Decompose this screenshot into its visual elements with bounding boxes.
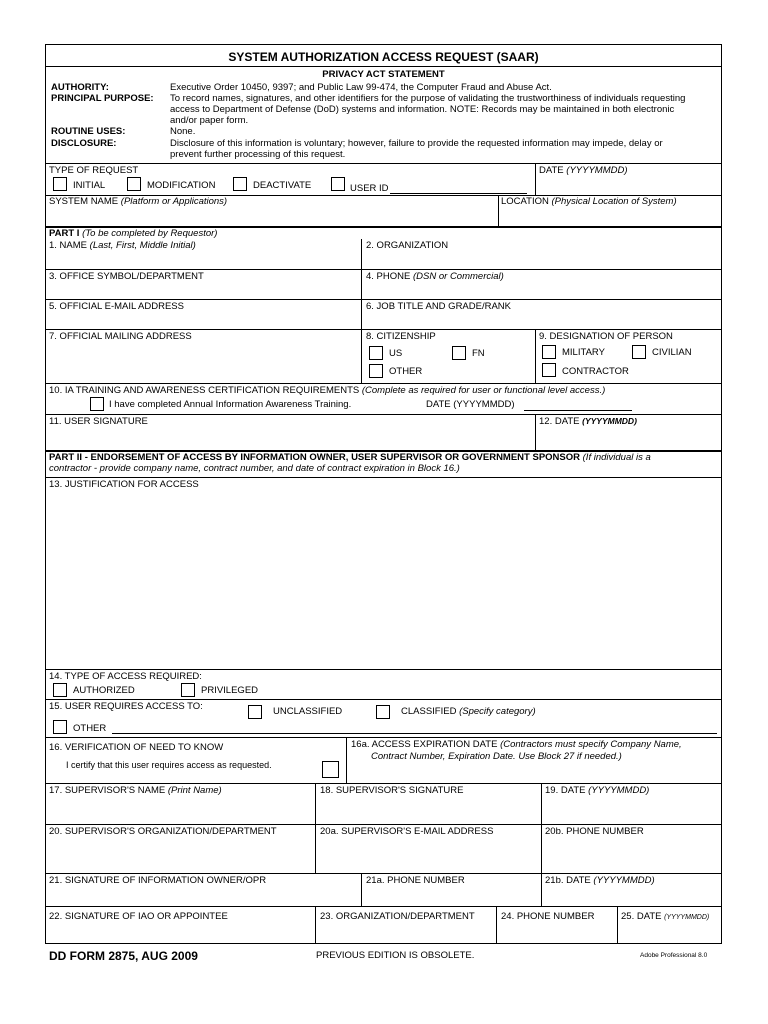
civilian-checkbox[interactable] <box>632 345 646 359</box>
field-17-text: 17. SUPERVISOR'S NAME <box>49 785 166 796</box>
divider <box>315 906 316 944</box>
citizenship-other-label: OTHER <box>389 366 423 377</box>
field-1-label <box>49 240 196 251</box>
divider <box>535 163 536 195</box>
other-access-checkbox[interactable] <box>53 720 67 734</box>
need-to-know-checkbox[interactable] <box>322 761 339 778</box>
field-20-label: 20. SUPERVISOR'S ORGANIZATION/DEPARTMENT <box>49 826 277 837</box>
routine-label: ROUTINE USES: <box>51 126 126 137</box>
field-15-label: 15. USER REQUIRES ACCESS TO: <box>49 701 203 712</box>
user-id-field[interactable] <box>390 193 527 194</box>
field-17-hint: (Print Name) <box>167 785 222 796</box>
field-10-label <box>49 385 605 396</box>
divider <box>45 163 722 164</box>
divider <box>45 783 722 784</box>
request-date-text: DATE <box>539 165 564 176</box>
field-17-label <box>49 785 222 796</box>
field-4-text: 4. PHONE <box>366 271 411 282</box>
location-hint: (Physical Location of System) <box>551 196 677 207</box>
field-16a-hint-1: (Contractors must specify Company Name, <box>500 739 682 750</box>
routine-text: None. <box>170 126 196 137</box>
field-14-label: 14. TYPE OF ACCESS REQUIRED: <box>49 671 202 682</box>
field-12-hint: (YYYYMMDD) <box>582 416 637 426</box>
user-id-label: USER ID <box>350 183 389 194</box>
field-21b-text: 21b. DATE <box>545 875 591 886</box>
field-16-label: 16. VERIFICATION OF NEED TO KNOW <box>49 742 224 753</box>
field-9-label: 9. DESIGNATION OF PERSON <box>539 331 673 342</box>
classified-label <box>401 706 536 717</box>
field-6-label: 6. JOB TITLE AND GRADE/RANK <box>366 301 512 312</box>
field-20b-label: 20b. PHONE NUMBER <box>545 826 644 837</box>
training-date-field[interactable] <box>524 410 632 411</box>
field-12-text: 12. DATE <box>539 416 580 427</box>
divider <box>361 873 362 906</box>
purpose-text-1: To record names, signatures, and other identifiers for the purpose of validating the trustworthiness of individuals requesting <box>170 93 686 104</box>
divider <box>45 873 722 874</box>
part2-heading <box>49 452 651 463</box>
disclosure-text-2: prevent further processing of this request. <box>170 149 346 160</box>
other-access-field[interactable] <box>112 733 717 734</box>
part2-title: PART II - ENDORSEMENT OF ACCESS BY INFORMATION OWNER, USER SUPERVISOR OR GOVERNMENT SPONSOR <box>49 452 580 463</box>
purpose-label: PRINCIPAL PURPOSE: <box>51 93 154 104</box>
classified-hint: (Specify category) <box>459 706 536 717</box>
privacy-heading: PRIVACY ACT STATEMENT <box>322 69 445 80</box>
divider <box>45 269 722 270</box>
deactivate-label: DEACTIVATE <box>253 180 312 191</box>
divider <box>498 195 499 226</box>
field-12-label <box>539 416 637 427</box>
civilian-label: CIVILIAN <box>652 347 692 358</box>
field-4-label <box>366 271 504 282</box>
divider <box>45 383 722 384</box>
system-name-hint: (Platform or Applications) <box>120 196 228 207</box>
military-checkbox[interactable] <box>542 345 556 359</box>
field-25-hint: (YYYYMMDD) <box>664 914 710 921</box>
authorized-checkbox[interactable] <box>53 683 67 697</box>
purpose-text-2: access to Department of Defense (DoD) systems and information. NOTE: Records may be maintained in both electronic <box>170 104 675 115</box>
other-access-label: OTHER <box>73 723 107 734</box>
initial-checkbox[interactable] <box>53 177 67 191</box>
field-25-text: 25. DATE <box>621 911 662 922</box>
field-7-label: 7. OFFICIAL MAILING ADDRESS <box>49 331 192 342</box>
field-20a-label: 20a. SUPERVISOR'S E-MAIL ADDRESS <box>320 826 494 837</box>
user-id-checkbox[interactable] <box>331 177 345 191</box>
field-18-label: 18. SUPERVISOR'S SIGNATURE <box>320 785 464 796</box>
field-25-label <box>621 911 709 923</box>
field-24-label: 24. PHONE NUMBER <box>501 911 595 922</box>
citizenship-fn-label: FN <box>472 348 485 359</box>
divider <box>45 66 722 67</box>
purpose-text-3: and/or paper form. <box>170 115 249 126</box>
authority-text: Executive Order 10450, 9397; and Public Law 99-474, the Computer Fraud and Abuse Act. <box>170 82 552 93</box>
part1-title: PART I <box>49 228 80 239</box>
form-frame <box>45 44 722 944</box>
field-22-label: 22. SIGNATURE OF IAO OR APPOINTEE <box>49 911 228 922</box>
field-19-label <box>545 785 649 796</box>
citizenship-us-label: US <box>389 348 403 359</box>
field-1-hint: (Last, First, Middle Initial) <box>89 240 196 251</box>
form-number: DD FORM 2875, AUG 2009 <box>49 949 198 963</box>
field-16a-label <box>351 739 682 750</box>
unclassified-label: UNCLASSIFIED <box>273 706 343 717</box>
divider <box>45 699 722 700</box>
divider <box>45 477 722 478</box>
modification-label: MODIFICATION <box>147 180 216 191</box>
field-13-label: 13. JUSTIFICATION FOR ACCESS <box>49 479 199 490</box>
field-19-hint: (YYYYMMDD) <box>588 785 650 796</box>
field-2-label: 2. ORGANIZATION <box>366 240 449 251</box>
field-5-label: 5. OFFICIAL E-MAIL ADDRESS <box>49 301 184 312</box>
software-note: Adobe Professional 8.0 <box>640 952 708 959</box>
citizenship-us-checkbox[interactable] <box>369 346 383 360</box>
divider <box>45 414 722 415</box>
authority-label: AUTHORITY: <box>51 82 109 93</box>
disclosure-label: DISCLOSURE: <box>51 138 117 149</box>
part2-hint-2: contractor - provide company name, contract number, and date of contract expiration in Block 16.) <box>49 463 460 474</box>
citizenship-other-checkbox[interactable] <box>369 364 383 378</box>
field-16a-hint-2: Contract Number, Expiration Date. Use Block 27 if needed.) <box>371 751 622 762</box>
disclosure-text-1: Disclosure of this information is voluntary; however, failure to provide the requested information may impede, delay or <box>170 138 663 149</box>
citizenship-fn-checkbox[interactable] <box>452 346 466 360</box>
request-date-label <box>539 165 628 176</box>
training-label: I have completed Annual Information Awareness Training. <box>109 399 352 410</box>
field-11-label: 11. USER SIGNATURE <box>49 416 148 427</box>
field-3-label: 3. OFFICE SYMBOL/DEPARTMENT <box>49 271 204 282</box>
military-label: MILITARY <box>562 347 605 358</box>
contractor-checkbox[interactable] <box>542 363 556 377</box>
field-16-certify: I certify that this user requires access as requested. <box>66 760 272 770</box>
initial-label: INITIAL <box>73 180 106 191</box>
training-date-label: DATE (YYYYMMDD) <box>426 399 515 410</box>
training-checkbox[interactable] <box>90 397 104 411</box>
divider <box>45 329 722 330</box>
previous-edition-note: PREVIOUS EDITION IS OBSOLETE. <box>316 950 475 961</box>
field-23-label: 23. ORGANIZATION/DEPARTMENT <box>320 911 475 922</box>
divider <box>45 824 722 825</box>
system-name-text: SYSTEM NAME <box>49 196 119 207</box>
divider <box>535 414 536 450</box>
classified-checkbox[interactable] <box>376 705 390 719</box>
part1-heading <box>49 228 217 239</box>
field-21a-label: 21a. PHONE NUMBER <box>366 875 465 886</box>
field-21b-label <box>545 875 655 886</box>
field-10-text: 10. IA TRAINING AND AWARENESS CERTIFICATION REQUIREMENTS <box>49 385 360 396</box>
divider <box>45 737 722 738</box>
privileged-label: PRIVILEGED <box>201 685 259 696</box>
divider <box>541 783 542 873</box>
divider <box>541 873 542 906</box>
modification-checkbox[interactable] <box>127 177 141 191</box>
location-text: LOCATION <box>501 196 549 207</box>
field-10-hint: (Complete as required for user or functional level access.) <box>361 385 606 396</box>
divider <box>346 737 347 783</box>
authorized-label: AUTHORIZED <box>73 685 135 696</box>
unclassified-checkbox[interactable] <box>248 705 262 719</box>
request-date-format: (YYYYMMDD) <box>566 165 628 176</box>
privileged-checkbox[interactable] <box>181 683 195 697</box>
field-16a-text: 16a. ACCESS EXPIRATION DATE <box>351 739 498 750</box>
field-8-label: 8. CITIZENSHIP <box>366 331 436 342</box>
divider <box>45 299 722 300</box>
divider <box>496 906 497 944</box>
field-21-label: 21. SIGNATURE OF INFORMATION OWNER/OPR <box>49 875 267 886</box>
classified-text: CLASSIFIED <box>401 706 457 717</box>
divider <box>361 239 362 383</box>
system-name-label <box>49 196 227 207</box>
type-of-request-label: TYPE OF REQUEST <box>49 165 139 176</box>
divider <box>535 329 536 383</box>
divider <box>315 783 316 873</box>
part1-hint: (To be completed by Requestor) <box>82 228 218 239</box>
field-1-text: 1. NAME <box>49 240 88 251</box>
form-title: SYSTEM AUTHORIZATION ACCESS REQUEST (SAAR) <box>228 50 539 64</box>
field-4-hint: (DSN or Commercial) <box>413 271 504 282</box>
divider <box>45 669 722 670</box>
part2-hint-1: (If individual is a <box>582 452 651 463</box>
divider <box>45 906 722 907</box>
field-19-text: 19. DATE <box>545 785 586 796</box>
field-21b-hint: (YYYYMMDD) <box>593 875 655 886</box>
location-label <box>501 196 677 207</box>
contractor-label: CONTRACTOR <box>562 366 629 377</box>
deactivate-checkbox[interactable] <box>233 177 247 191</box>
divider <box>617 906 618 944</box>
